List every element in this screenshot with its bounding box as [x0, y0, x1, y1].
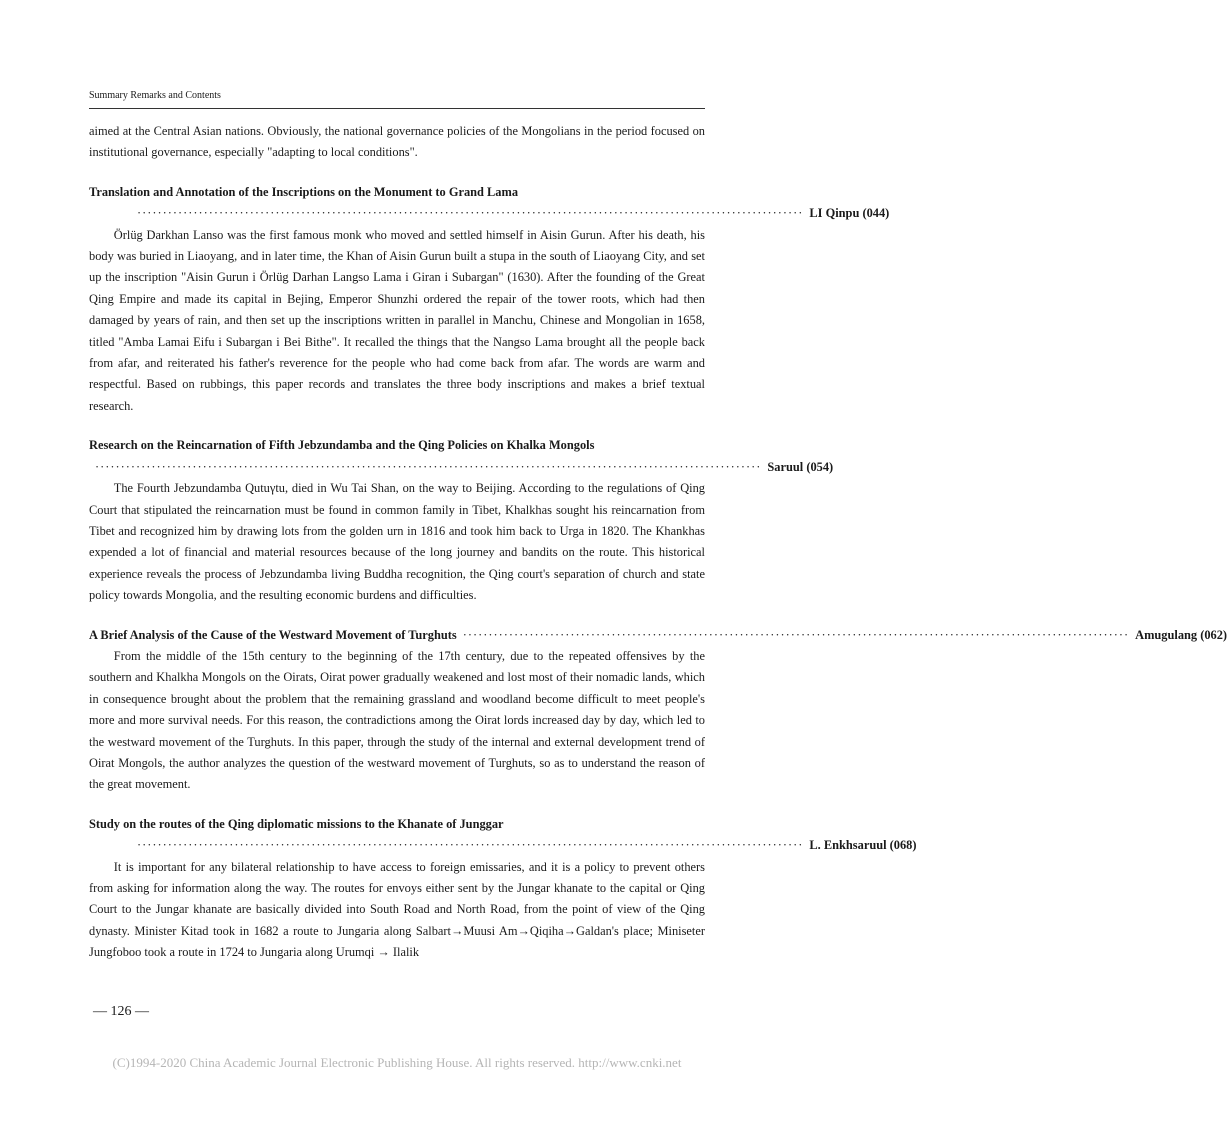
- article-title-line: [89, 625, 1227, 646]
- article-author: Amugulang (062): [1135, 627, 1227, 642]
- article-byline: [89, 457, 834, 478]
- article-abstract: It is important for any bilateral relationship to have access to foreign emissaries, and it is a policy to prevent others from asking for information along the way. The routes for envoys either sent by the Jungar khanate to the capital or Qing Court to the Jungar khanate are basically divided into South Road and North Road, from the point of view of the Qing dynasty. Minister Kitad took in 1682 a route to Jungaria along Salbart→Muusi Am→Qiqiha→Galdan's place; Miniseter Jungfoboo took a route in 1724 to Jungaria along Urumqi → Ilalik: [89, 859, 705, 960]
- article-abstract: From the middle of the 15th century to the beginning of the 17th century, due to the repeated offensives by the southern and Khalkha Mongols on the Oirats, Oirat power gradually weakened and lost most of their nomadic lands, which in consequence brought about the problem that the remaining grassland and woodland become difficult to meet people's more and more survival needs. For this reason, the contradictions among the Oirat lords increased day by day, which led to the westward movement of the Turghuts. In this paper, through the study of the internal and external development trend of Oirat Mongols, the author analyzes the question of the westward movement of Turghuts, so as to understand the reason of the great movement.: [89, 648, 705, 792]
- article-author: LI Qinpu (044): [809, 206, 890, 221]
- article-title: Research on the Reincarnation of Fifth Jebzundamba and the Qing Policies on Khalka Mongols: [89, 438, 595, 453]
- article-1: [89, 182, 890, 417]
- dot-leader: ··································································································································: [137, 206, 804, 221]
- article-2: [89, 435, 834, 606]
- dot-leader: ··································································································································: [137, 838, 804, 853]
- article-4: [89, 814, 917, 964]
- page-content: [89, 121, 1227, 964]
- article-abstract: Örlüg Darkhan Lanso was the first famous monk who moved and settled himself in Aisin Gurun. After his death, his body was buried in Liaoyang, and in later time, the Khan of Aisin Gurun built a stupa in the south of Liaoyang City, and set up the inscription "Aisin Gurun i Örlüg Darhan Langso Lama i Giran i Subargan" (1630). After the founding of the Great Qing Empire and made its capital in Bejing, Emperor Shunzhi ordered the repair of the tower roots, which had then damaged by years of rain, and then set up the inscriptions written in parallel in Manchu, Chinese and Mongolian in 1658, titled "Amba Lamai Eifu i Subargan i Bei Bithe". It recalled the things that the Nangso Lama brought all the people back from afar, and reiterated his father's reverence for the people who had come back from afar. The words are warm and respectful. Based on rubbings, this paper records and translates the three body inscriptions and makes a brief textual research.: [89, 227, 705, 413]
- dot-leader: ··································································································································: [462, 627, 1130, 642]
- article-author: L. Enkhsaruul (068): [809, 838, 917, 853]
- copyright-footer: (C)1994-2020 China Academic Journal Electronic Publishing House. All rights reserved. http://www.cnki.net: [112, 1055, 682, 1070]
- header-rule: [89, 108, 705, 109]
- article-title: Study on the routes of the Qing diplomatic missions to the Khanate of Junggar: [89, 816, 504, 831]
- intro-paragraph: aimed at the Central Asian nations. Obviously, the national governance policies of the Mongolians in the period focused on institutional governance, especially "adapting to local conditions".: [89, 124, 705, 160]
- article-title: Translation and Annotation of the Inscriptions on the Monument to Grand Lama: [89, 184, 519, 199]
- article-abstract: The Fourth Jebzundamba Qutuγtu, died in Wu Tai Shan, on the way to Beijing. According to the regulations of Qing Court that stipulated the reincarnation must be found in common family in Tibet, Khalkhas sought his reincarnation from Tibet and recognized him by drawing lots from the golden urn in 1816 and took him back to Urga in 1820. The Khankhas expended a lot of financial and material resources because of the long journey and bandits on the route. This historical experience reveals the process of Jebzundamba living Buddha recognition, the Qing court's separation of church and state policy towards Mongolia, and the resulting economic burdens and difficulties.: [89, 481, 705, 603]
- article-author: Saruul (054): [767, 459, 834, 474]
- article-byline: [89, 203, 890, 224]
- article-3: [89, 625, 1227, 796]
- running-header: Summary Remarks and Contents: [89, 90, 221, 101]
- dot-leader: ··································································································································: [95, 459, 762, 474]
- article-title: A Brief Analysis of the Cause of the Westward Movement of Turghuts: [89, 627, 457, 642]
- page-number: — 126 —: [93, 1004, 149, 1019]
- article-byline: [89, 835, 917, 856]
